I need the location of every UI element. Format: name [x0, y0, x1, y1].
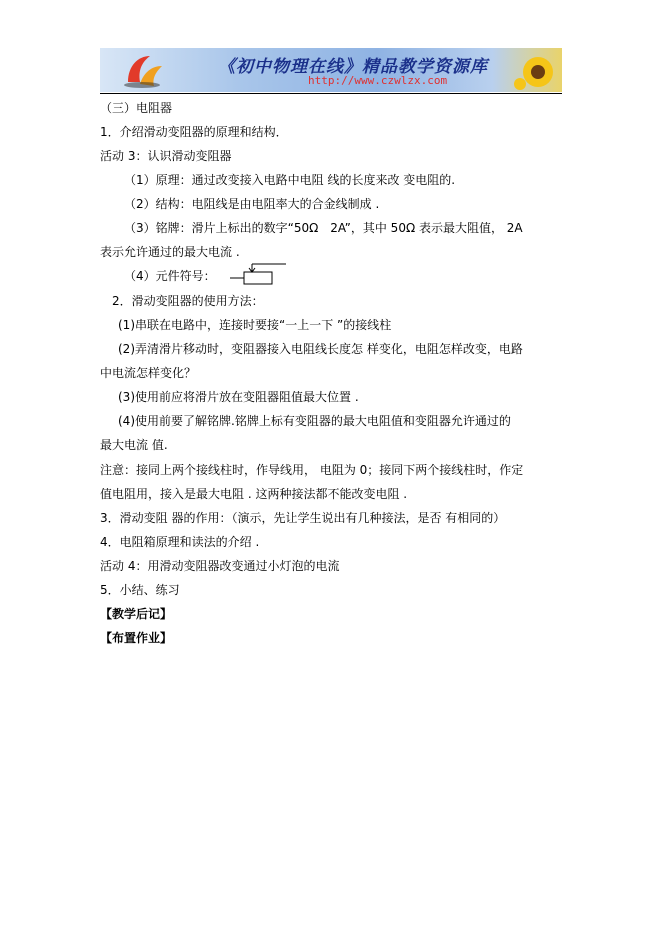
- item-1: 1．介绍滑动变阻器的原理和结构．: [100, 125, 288, 139]
- homework-heading: 【布置作业】: [100, 631, 173, 645]
- nameplate-cont: 表示允许通过的最大电流 .: [100, 245, 240, 259]
- header-divider: [100, 93, 562, 94]
- usage-2-cont: 中电流怎样变化？: [100, 366, 197, 380]
- structure: （2）结构：电阻线是由电阻率大的合金线制成 .: [124, 197, 380, 211]
- usage-2: (2)弄清滑片移动时，变阻器接入电阻线长度怎 样变化，电阻怎样改变，电路: [118, 342, 523, 356]
- header-banner: [100, 48, 562, 92]
- note: 注意：接同上两个接线柱时，作导线用， 电阻为 0；接同下两个接线柱时，作定: [100, 463, 524, 477]
- item-3: 3．滑动变阻 器的作用：（演示，先让学生说出有几种接法，是否 有相同的）: [100, 511, 506, 525]
- activity-3: 活动 3：认识滑动变阻器: [100, 149, 232, 163]
- usage-4: (4)使用前要了解铭牌.铭牌上标有变阻器的最大电阻值和变阻器允许通过的: [118, 414, 511, 428]
- item-2: 2．滑动变阻器的使用方法：: [112, 294, 264, 308]
- sunflower-icon: [514, 54, 558, 90]
- activity-4: 活动 4：用滑动变阻器改变通过小灯泡的电流: [100, 559, 340, 573]
- note-cont: 值电阻用，接入是最大电阻 . 这两种接法都不能改变电阻 .: [100, 487, 408, 501]
- section-heading: （三）电阻器: [100, 101, 173, 115]
- item-5: 5．小结、练习: [100, 583, 180, 597]
- nameplate: （3）铭牌：滑片上标出的数字“50Ω 2A”，其中 50Ω 表示最大阻值， 2A: [124, 221, 523, 235]
- teaching-notes-heading: 【教学后记】: [100, 607, 173, 621]
- symbol-label: （4）元件符号：: [124, 269, 216, 283]
- site-logo-icon: [120, 52, 164, 90]
- usage-1: (1)串联在电路中，连接时要接“一上一下 ”的接线柱: [118, 318, 392, 332]
- rheostat-symbol-icon: [228, 263, 290, 285]
- banner-title: 《初中物理在线》精品教学资源库: [218, 57, 488, 77]
- usage-4-cont: 最大电流 值.: [100, 438, 168, 452]
- item-4: 4．电阻箱原理和读法的介绍 .: [100, 535, 260, 549]
- banner-url[interactable]: http://www.czwlzx.com: [308, 74, 448, 87]
- usage-3: (3)使用前应将滑片放在变阻器阻值最大位置 .: [118, 390, 359, 404]
- principle: （1）原理：通过改变接入电路中电阻 线的长度来改 变电阻的.: [124, 173, 456, 187]
